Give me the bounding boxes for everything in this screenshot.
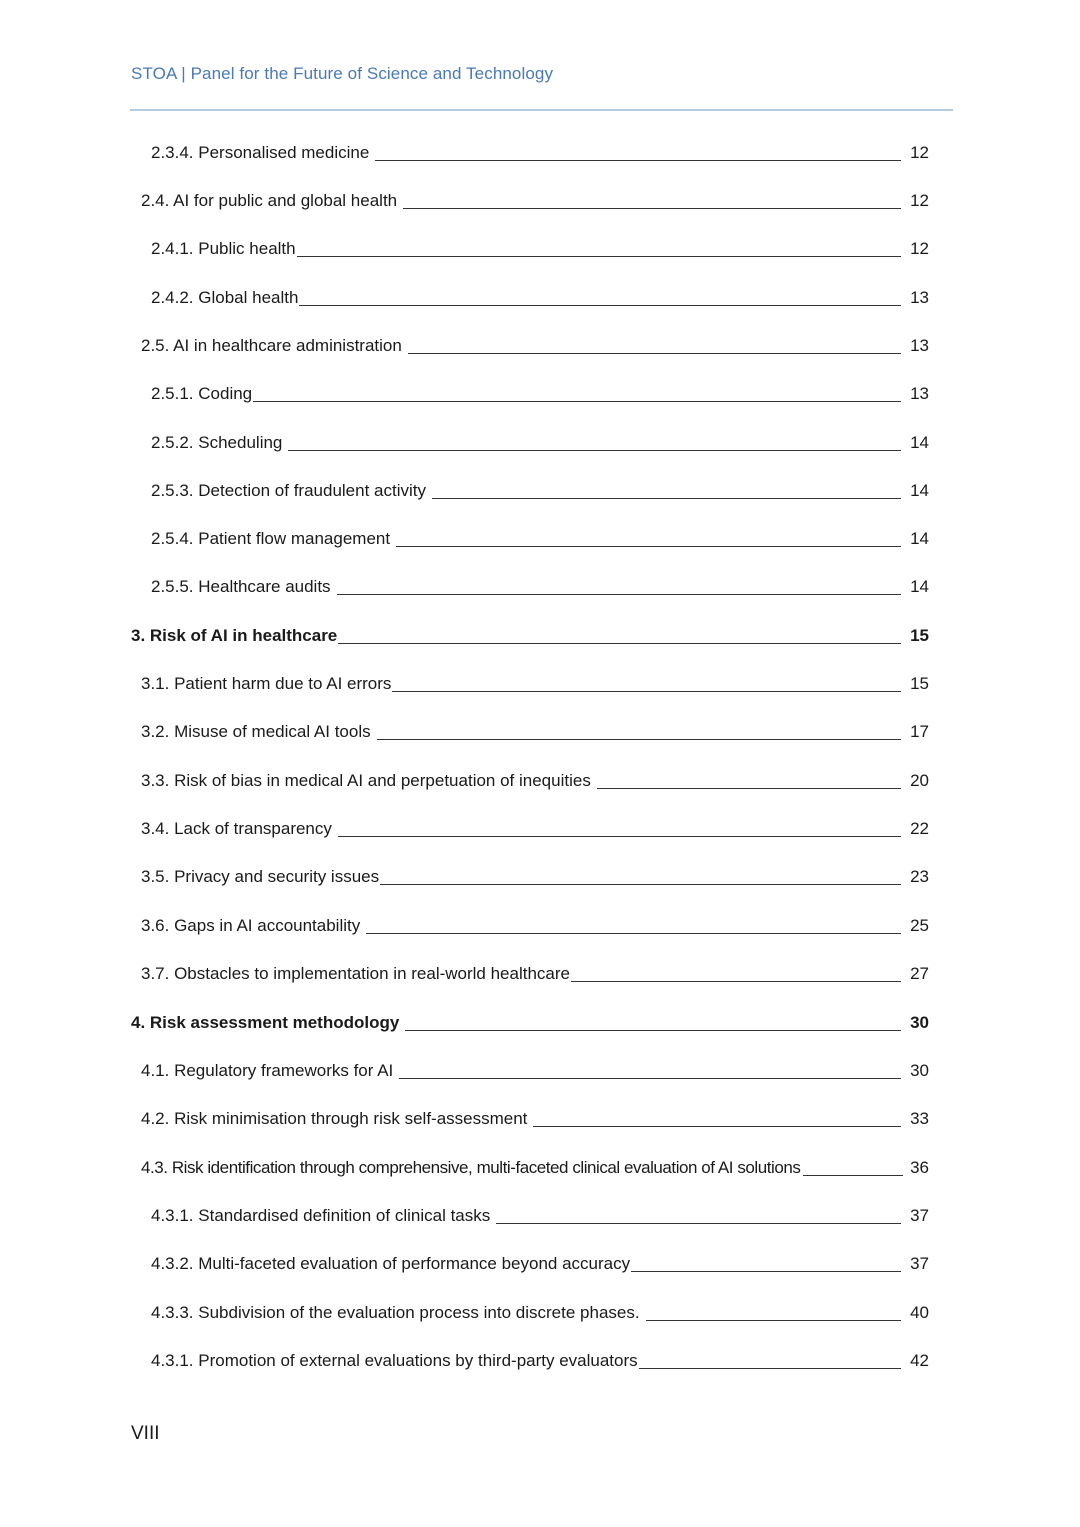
toc-dot-leader bbox=[288, 450, 901, 451]
toc-entry-title: 3.7. Obstacles to implementation in real-world healthcare bbox=[141, 964, 570, 983]
toc-entry-page: 40 bbox=[910, 1303, 929, 1322]
toc-dot-leader bbox=[337, 594, 901, 595]
toc-dot-leader bbox=[297, 256, 901, 257]
toc-entry-page: 13 bbox=[910, 384, 929, 403]
toc-entry-title: 3. Risk of AI in healthcare bbox=[131, 626, 338, 645]
toc-entry[interactable] bbox=[151, 427, 929, 455]
toc-dot-leader bbox=[631, 1271, 901, 1272]
toc-entry-title: 3.6. Gaps in AI accountability bbox=[141, 916, 361, 935]
toc-entry-title: 2.5. AI in healthcare administration bbox=[141, 336, 402, 355]
toc-dot-leader bbox=[338, 643, 901, 644]
toc-entry[interactable] bbox=[151, 137, 929, 165]
toc-entry-page: 12 bbox=[910, 143, 929, 162]
toc-entry-title: 2.4.2. Global health bbox=[151, 288, 299, 307]
toc-entry-page: 33 bbox=[910, 1109, 929, 1128]
toc-entry-page: 14 bbox=[910, 529, 929, 548]
toc-entry-page: 37 bbox=[910, 1254, 929, 1273]
toc-entry-page: 15 bbox=[910, 674, 929, 693]
toc-dot-leader bbox=[597, 788, 901, 789]
toc-dot-leader bbox=[399, 1078, 901, 1079]
toc-entry-title: 2.3.4. Personalised medicine bbox=[151, 143, 370, 162]
toc-entry-page: 30 bbox=[910, 1061, 929, 1080]
toc-entry-title: 2.4.1. Public health bbox=[151, 239, 296, 258]
toc-entry-page: 12 bbox=[910, 191, 929, 210]
toc-dot-leader bbox=[803, 1175, 903, 1176]
toc-entry-page: 25 bbox=[910, 916, 929, 935]
toc-entry-page: 22 bbox=[910, 819, 929, 838]
toc-entry[interactable] bbox=[141, 910, 929, 938]
toc-entry-title: 4. Risk assessment methodology bbox=[131, 1013, 400, 1032]
toc-dot-leader bbox=[253, 401, 901, 402]
toc-entry-page: 12 bbox=[910, 239, 929, 258]
toc-entry[interactable] bbox=[141, 716, 929, 744]
running-header: STOA | Panel for the Future of Science and Technology bbox=[131, 64, 554, 83]
toc-entry-page: 23 bbox=[910, 867, 929, 886]
toc-entry[interactable] bbox=[151, 1297, 929, 1325]
toc-entry-page: 14 bbox=[910, 481, 929, 500]
toc-entry-page: 27 bbox=[910, 964, 929, 983]
toc-entry-page: 13 bbox=[910, 288, 929, 307]
toc-dot-leader bbox=[571, 981, 901, 982]
toc-entry[interactable] bbox=[141, 765, 929, 793]
toc-entry[interactable] bbox=[141, 330, 929, 358]
toc-entry-title: 2.5.1. Coding bbox=[151, 384, 253, 403]
toc-entry[interactable] bbox=[141, 813, 929, 841]
toc-entry-title: 2.5.3. Detection of fraudulent activity bbox=[151, 481, 426, 500]
toc-dot-leader bbox=[533, 1126, 901, 1127]
toc-entry-page: 42 bbox=[910, 1351, 929, 1370]
toc-entry[interactable] bbox=[151, 1248, 929, 1276]
toc-entry-title: 3.1. Patient harm due to AI errors bbox=[141, 674, 392, 693]
toc-dot-leader bbox=[377, 739, 901, 740]
toc-dot-leader bbox=[375, 160, 901, 161]
toc-entry[interactable] bbox=[151, 475, 929, 503]
toc-dot-leader bbox=[338, 836, 901, 837]
toc-dot-leader bbox=[639, 1368, 901, 1369]
toc-entry-title: 2.5.4. Patient flow management bbox=[151, 529, 391, 548]
toc-entry-title: 4.1. Regulatory frameworks for AI bbox=[141, 1061, 394, 1080]
toc-entry-title: 2.5.2. Scheduling bbox=[151, 433, 283, 452]
toc-entry-page: 14 bbox=[910, 577, 929, 596]
toc-entry-page: 17 bbox=[910, 722, 929, 741]
toc-entry-title: 3.4. Lack of transparency bbox=[141, 819, 332, 838]
toc-dot-leader bbox=[408, 353, 901, 354]
toc-entry-page: 20 bbox=[910, 771, 929, 790]
toc-dot-leader bbox=[392, 691, 901, 692]
toc-entry[interactable] bbox=[151, 1345, 929, 1373]
toc-entry[interactable] bbox=[151, 378, 929, 406]
toc-entry[interactable] bbox=[141, 1055, 929, 1083]
toc-entry-title: 4.3.1. Promotion of external evaluations by third-party evaluators bbox=[151, 1351, 638, 1370]
toc-entry-title: 4.3.2. Multi-faceted evaluation of performance beyond accuracy bbox=[151, 1254, 631, 1273]
toc-entry[interactable] bbox=[141, 1152, 929, 1180]
toc-dot-leader bbox=[405, 1030, 901, 1031]
toc-entry[interactable] bbox=[151, 233, 929, 261]
toc-entry[interactable] bbox=[141, 861, 929, 889]
toc-dot-leader bbox=[646, 1320, 901, 1321]
toc-entry-page: 30 bbox=[910, 1013, 929, 1032]
toc-entry[interactable] bbox=[151, 571, 929, 599]
toc-entry-title: 4.2. Risk minimisation through risk self-assessment bbox=[141, 1109, 528, 1128]
toc-dot-leader bbox=[396, 546, 901, 547]
toc-entry[interactable] bbox=[151, 282, 929, 310]
toc-chapter-entry[interactable] bbox=[131, 1007, 929, 1035]
toc-entry[interactable] bbox=[141, 958, 929, 986]
toc-entry[interactable] bbox=[141, 1103, 929, 1131]
toc-entry-title: 2.5.5. Healthcare audits bbox=[151, 577, 331, 596]
toc-entry-title: 3.2. Misuse of medical AI tools bbox=[141, 722, 371, 741]
toc-entry-title: 4.3.3. Subdivision of the evaluation process into discrete phases. bbox=[151, 1303, 640, 1322]
toc-entry[interactable] bbox=[151, 1200, 929, 1228]
toc-entry-title: 2.4. AI for public and global health bbox=[141, 191, 398, 210]
toc-dot-leader bbox=[366, 933, 901, 934]
page-number: VIII bbox=[131, 1423, 160, 1444]
toc-chapter-entry[interactable] bbox=[131, 620, 929, 648]
toc-entry-title: 4.3.1. Standardised definition of clinical tasks bbox=[151, 1206, 491, 1225]
toc-entry-title: 3.5. Privacy and security issues bbox=[141, 867, 380, 886]
toc-entry-title: 4.3. Risk identification through comprehensive, multi-faceted clinical evaluation of AI solutions bbox=[141, 1158, 801, 1177]
toc-entry-page: 14 bbox=[910, 433, 929, 452]
toc-dot-leader bbox=[432, 498, 901, 499]
toc-entry-page: 13 bbox=[910, 336, 929, 355]
toc-entry-page: 36 bbox=[910, 1158, 929, 1177]
toc-entry-page: 37 bbox=[910, 1206, 929, 1225]
toc-entry[interactable] bbox=[141, 668, 929, 696]
toc-entry-page: 15 bbox=[910, 626, 929, 645]
toc-entry-title: 3.3. Risk of bias in medical AI and perpetuation of inequities bbox=[141, 771, 591, 790]
toc-dot-leader bbox=[380, 884, 901, 885]
toc-entry[interactable] bbox=[141, 185, 929, 213]
toc-dot-leader bbox=[403, 208, 901, 209]
toc-entry[interactable] bbox=[151, 523, 929, 551]
toc-dot-leader bbox=[496, 1223, 901, 1224]
toc-dot-leader bbox=[299, 305, 901, 306]
